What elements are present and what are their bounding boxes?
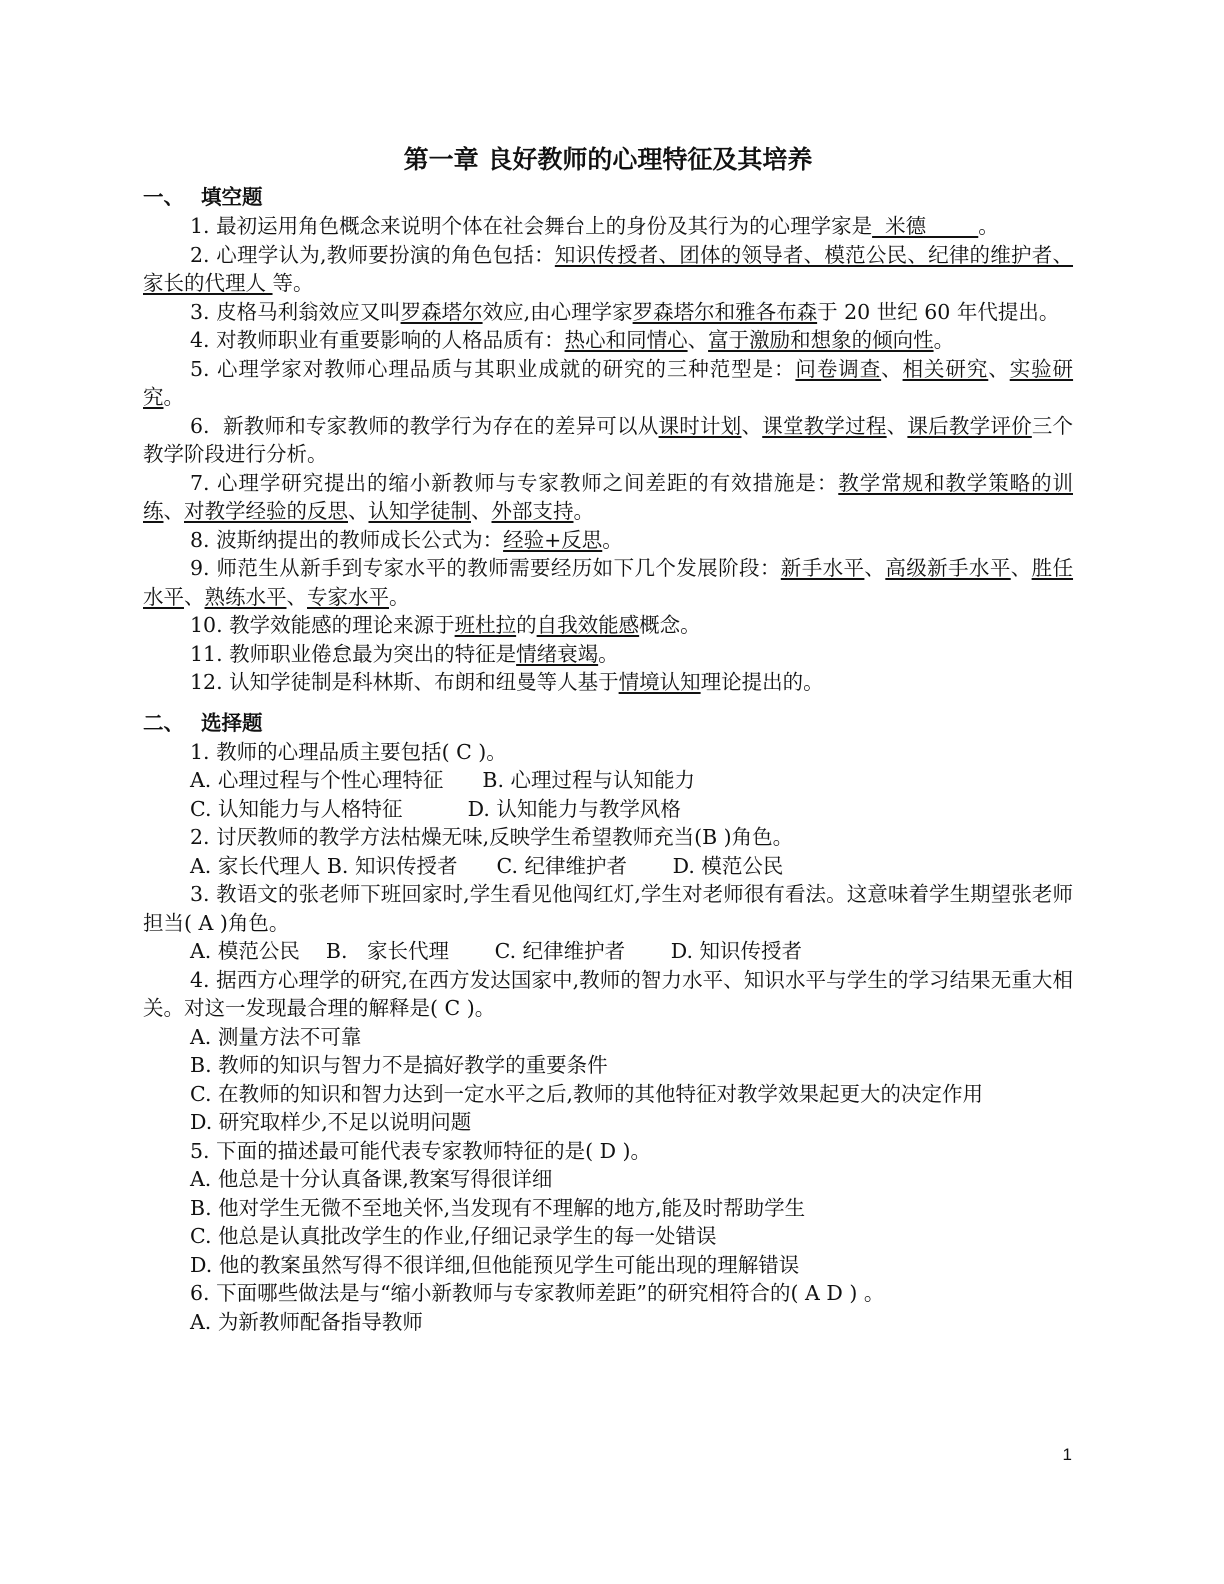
question-text: 、: [348, 499, 369, 523]
answer-text: 相关研究: [902, 356, 989, 381]
fill-question-9: [143, 554, 1073, 611]
fill-question-4: [143, 326, 1073, 355]
question-text: 。: [978, 214, 999, 238]
answer-text: 罗森塔尔和雅各布森: [632, 299, 818, 324]
question-text: 三个教学阶段进行分析。: [143, 413, 1074, 466]
question-text: 效应,由心理学家: [482, 299, 633, 324]
choice-option: A. 为新教师配备指导教师: [190, 1309, 423, 1334]
page-number: 1: [1062, 1445, 1072, 1464]
choice-questions: [143, 738, 1073, 1337]
answer-text: 米德: [872, 214, 979, 238]
question-text: 、: [286, 584, 307, 609]
section-number: 二、: [143, 710, 184, 735]
choice-option: A. 模范公民 B. 家长代理 C. 纪律维护者 D. 知识传授者: [190, 939, 802, 963]
fill-question-10: [143, 611, 1073, 640]
question-text: 、: [741, 413, 763, 438]
question-text: 5. 心理学家对教师心理品质与其职业成就的研究的三种范型是：: [190, 356, 796, 381]
question-text: 、: [881, 356, 903, 381]
question-text: 、: [184, 584, 205, 609]
fill-question-1: [143, 212, 1073, 241]
choice-question: 1. 教师的心理品质主要包括( C )。: [190, 739, 507, 764]
fill-question-11: [143, 640, 1073, 669]
choice-option: C. 认知能力与人格特征 D. 认知能力与教学风格: [190, 796, 681, 821]
answer-text: 班杜拉: [454, 613, 517, 637]
choice-option: C. 他总是认真批改学生的作业,仔细记录学生的每一处错误: [190, 1224, 717, 1248]
question-text: 、: [471, 499, 492, 523]
choice-option: B. 教师的知识与智力不是搞好教学的重要条件: [190, 1053, 608, 1077]
answer-text: 高级新手水平: [885, 556, 1011, 580]
question-text: 1. 最初运用角色概念来说明个体在社会舞台上的身份及其行为的心理学家是: [190, 214, 873, 238]
answer-text: 问卷调查: [795, 356, 882, 381]
answer-text: 课堂教学过程: [762, 413, 887, 438]
question-text: 。: [389, 584, 410, 609]
question-text: 4. 对教师职业有重要影响的人格品质有：: [190, 328, 565, 352]
question-text: 12. 认知学徒制是科林斯、布朗和纽曼等人基于: [190, 670, 619, 694]
question-text: 、: [886, 413, 908, 438]
fill-question-12: [143, 668, 1073, 697]
answer-text: 课时计划: [658, 413, 742, 438]
choice-option: A. 测量方法不可靠: [190, 1024, 362, 1049]
question-text: 6. 新教师和专家教师的教学行为存在的差异可以从: [190, 413, 659, 438]
answer-text: 熟练水平: [204, 584, 287, 609]
fill-question-2: [143, 241, 1073, 298]
section-label: 选择题: [201, 710, 263, 735]
answer-text: 对教学经验的反思: [184, 499, 348, 523]
answer-text: 热心和同情心: [564, 328, 688, 352]
answer-text: 外部支持: [491, 499, 574, 523]
fill-question-7: [143, 469, 1073, 526]
question-text: 、: [687, 328, 709, 352]
choice-option: D. 他的教案虽然写得不很详细,但他能预见学生可能出现的理解错误: [190, 1252, 800, 1277]
answer-text: 情绪衰竭: [516, 641, 599, 666]
fill-question-3: [143, 298, 1073, 327]
choice-question: C. 在教师的知识和智力达到一定水平之后,教师的其他特征对教学效果起更大的决定作用: [190, 1081, 984, 1106]
choice-option: A. 他总是十分认真备课,教案写得很详细: [190, 1167, 553, 1191]
answer-text: 课后教学评价: [907, 413, 1032, 438]
question-text: 、: [1010, 556, 1032, 580]
question-text: 9. 师范生从新手到专家水平的教师需要经历如下几个发展阶段：: [190, 556, 781, 580]
answer-text: 自我效能感: [536, 613, 640, 637]
choice-option: A. 家长代理人 B. 知识传授者 C. 纪律维护者 D. 模范公民: [190, 853, 784, 878]
section-heading-fill: [143, 183, 1073, 212]
question-text: 3. 皮格马利翁效应又叫: [190, 299, 401, 324]
question-text: 概念。: [639, 613, 701, 637]
question-text: 7. 心理学研究提出的缩小新教师与专家教师之间差距的有效措施是：: [190, 470, 839, 495]
document-page: [143, 140, 1073, 1336]
question-text: 。: [602, 527, 623, 552]
question-text: 。: [598, 641, 619, 666]
question-text: 8. 波斯纳提出的教师成长公式为：: [190, 527, 504, 552]
question-text: 。: [933, 328, 955, 352]
section-heading-choice: [143, 709, 1073, 738]
question-text: 于 20 世纪 60 年代提出。: [817, 299, 1060, 324]
answer-text: 胜任水平: [143, 556, 1074, 609]
fill-question-5: [143, 355, 1073, 412]
choice-question: 3. 教语文的张老师下班回家时,学生看见他闯红灯,学生对老师很有看法。这意味着学生期望张老师担当( A )角色。: [143, 882, 1073, 935]
choice-option: B. 他对学生无微不至地关怀,当发现有不理解的地方,能及时帮助学生: [190, 1195, 806, 1220]
answer-text: 情境认知: [618, 670, 701, 694]
fill-question-8: [143, 526, 1073, 555]
chapter-title: 第一章 良好教师的心理特征及其培养: [403, 145, 813, 174]
choice-question: 4. 据西方心理学的研究,在西方发达国家中,教师的智力水平、知识水平与学生的学习结果无重大相关。对这一发现最合理的解释是( C )。: [143, 967, 1073, 1020]
question-text: 。: [163, 385, 184, 409]
choice-question: 6. 下面哪些做法是与“缩小新教师与专家教师差距”的研究相符合的( A D ) 。: [190, 1281, 885, 1305]
choice-question: 2. 讨厌教师的教学方法枯燥无味,反映学生希望教师充当(B )角色。: [190, 825, 794, 849]
choice-option: D. 研究取样少,不足以说明问题: [190, 1110, 472, 1134]
question-text: 2. 心理学认为,教师要扮演的角色包括：: [190, 242, 555, 267]
answer-text: 认知学徒制: [368, 499, 471, 523]
choice-question: 5. 下面的描述最可能代表专家教师特征的是( D )。: [190, 1138, 652, 1163]
answer-text: 罗森塔尔: [400, 299, 483, 324]
choice-option: A. 心理过程与个性心理特征 B. 心理过程与认知能力: [190, 768, 696, 792]
answer-text: 新手水平: [780, 556, 865, 580]
question-text: 的: [516, 613, 537, 637]
answer-text: 专家水平: [307, 584, 389, 609]
answer-text: 知识传授者、团体的领导者、模范公民、纪律的维护者、家长的代理人: [143, 242, 1074, 295]
question-text: 。: [573, 499, 594, 523]
answer-text: 经验+反思: [503, 527, 603, 552]
fill-question-6: [143, 412, 1073, 469]
question-text: 理论提出的。: [700, 670, 824, 694]
question-text: 10. 教学效能感的理论来源于: [190, 613, 455, 637]
section-number: 一、: [143, 185, 184, 209]
answer-text: 教学常规和教学策略的训练: [143, 470, 1073, 523]
question-text: 、: [163, 499, 184, 523]
section-label: 填空题: [201, 185, 263, 209]
question-text: 、: [864, 556, 886, 580]
question-text: 11. 教师职业倦怠最为突出的特征是: [190, 641, 517, 666]
answer-text: 富于激励和想象的倾向性: [708, 328, 934, 352]
question-text: 、: [988, 356, 1010, 381]
answer-text: 实验研究: [143, 356, 1074, 409]
fill-in-questions: [143, 212, 1073, 697]
question-text: 等。: [272, 271, 314, 295]
